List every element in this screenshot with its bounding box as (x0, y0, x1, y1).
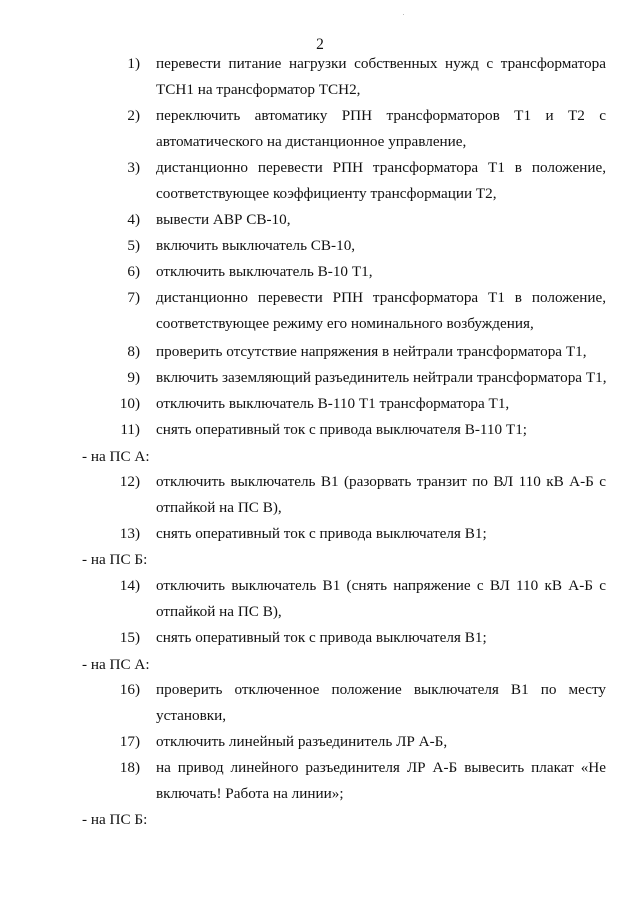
item-text: снять оперативный ток с привода выключателя В1; (156, 525, 487, 542)
item-text-continuation: соответствующее режиму его номинального возбуждения, (156, 315, 534, 332)
item-text: вывести АВР СВ-10, (156, 211, 291, 228)
item-text: дистанционно перевести РПН трансформатора Т1 в положение, (156, 289, 606, 306)
item-number: 6) (127, 263, 140, 280)
item-number: 13) (119, 525, 140, 542)
item-number: 2) (127, 107, 140, 124)
item-number: 7) (127, 289, 140, 306)
item-text: включить выключатель СВ-10, (156, 237, 356, 254)
item-text: отключить выключатель В-10 Т1, (156, 263, 373, 280)
item-number: 10) (119, 395, 140, 412)
item-text: перевести питание нагрузки собственных нужд с трансформатора (156, 55, 606, 72)
item-text: отключить выключатель В-110 Т1 трансформатора Т1, (156, 395, 510, 412)
item-text: переключить автоматику РПН трансформаторов Т1 и Т2 с (156, 107, 606, 124)
item-number: 8) (127, 343, 140, 360)
item-text-continuation: ТСН1 на трансформатор ТСН2, (156, 81, 361, 98)
substation-heading: - на ПС Б: (82, 551, 148, 568)
item-text-continuation: соответствующее коэффициенту трансформации Т2, (156, 185, 497, 202)
item-text-continuation: автоматического на дистанционное управление, (156, 133, 467, 150)
item-number: 14) (119, 577, 140, 594)
substation-heading: - на ПС А: (82, 448, 150, 465)
item-text: снять оперативный ток с привода выключателя В-110 Т1; (156, 421, 528, 438)
item-text: проверить отключенное положение выключателя В1 по месту (156, 681, 606, 698)
page-number: 2 (316, 36, 324, 53)
item-number: 18) (119, 759, 140, 776)
substation-heading: - на ПС Б: (82, 811, 148, 828)
item-text-continuation: включать! Работа на линии»; (156, 785, 344, 802)
item-number: 11) (120, 421, 140, 438)
item-text: снять оперативный ток с привода выключателя В1; (156, 629, 487, 646)
item-number: 3) (127, 159, 140, 176)
item-number: 12) (119, 473, 140, 490)
item-number: 16) (119, 681, 140, 698)
item-number: 17) (119, 733, 140, 750)
scan-speck (403, 14, 404, 15)
item-text: дистанционно перевести РПН трансформатора Т1 в положение, (156, 159, 606, 176)
item-text: отключить выключатель В1 (снять напряжение с ВЛ 110 кВ А-Б с (156, 577, 606, 594)
item-number: 4) (127, 211, 140, 228)
item-number: 15) (119, 629, 140, 646)
item-text: на привод линейного разъединителя ЛР А-Б вывесить плакат «Не (156, 759, 606, 776)
item-text-continuation: отпайкой на ПС В), (156, 603, 282, 620)
substation-heading: - на ПС А: (82, 656, 150, 673)
item-number: 5) (127, 237, 140, 254)
item-number: 9) (127, 369, 140, 386)
item-text: отключить выключатель В1 (разорвать транзит по ВЛ 110 кВ А-Б с (156, 473, 606, 490)
item-text: включить заземляющий разъединитель нейтрали трансформатора Т1, (156, 369, 607, 386)
item-text-continuation: установки, (156, 707, 227, 724)
item-text: отключить линейный разъединитель ЛР А-Б, (156, 733, 448, 750)
item-text: проверить отсутствие напряжения в нейтрали трансформатора Т1, (156, 343, 587, 360)
item-number: 1) (127, 55, 140, 72)
item-text-continuation: отпайкой на ПС В), (156, 499, 282, 516)
